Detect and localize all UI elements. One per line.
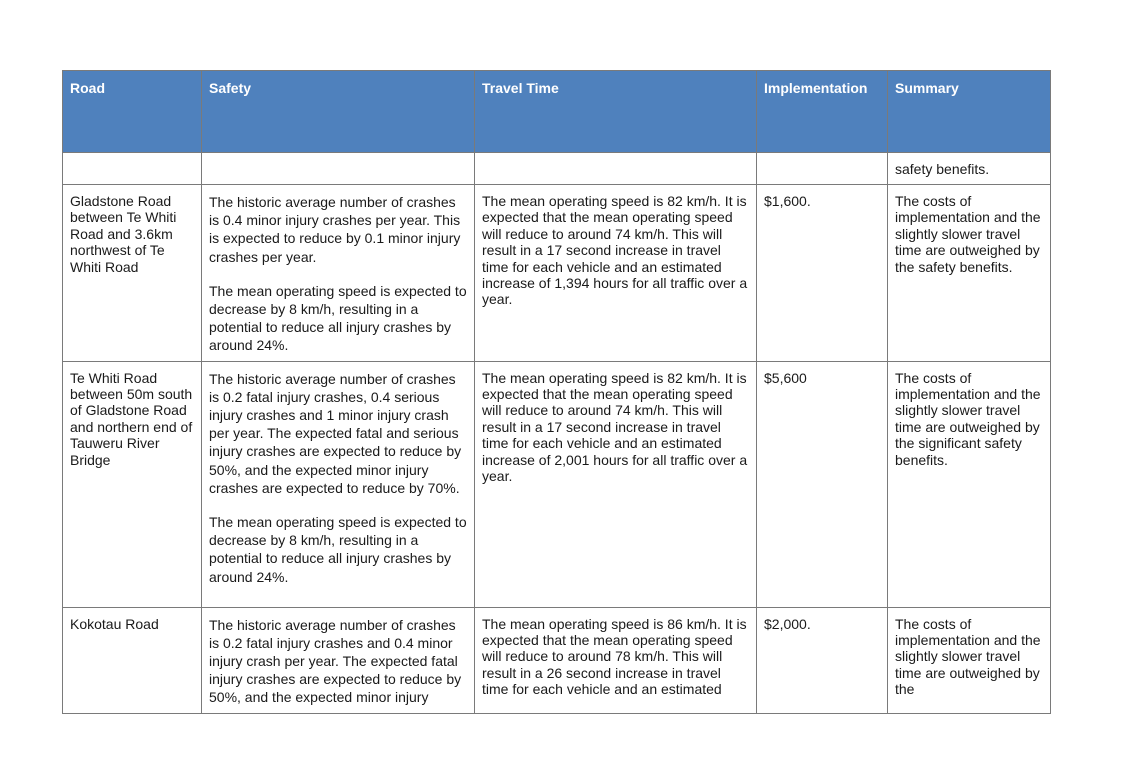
header-travel-time: Travel Time — [475, 71, 757, 153]
road-cell: Kokotau Road — [63, 607, 202, 713]
road-cell: Te Whiti Road between 50m south of Gladstone Road and northern end of Tauweru River Bridge — [63, 361, 202, 607]
safety-cell — [202, 185, 475, 362]
road-cell: Gladstone Road between Te Whiti Road and 3.6km northwest of Te Whiti Road — [63, 185, 202, 362]
safety-paragraph: The mean operating speed is expected to decrease by 8 km/h, resulting in a potential to reduce all injury crashes by around 24%. — [209, 514, 467, 585]
safety-cell — [202, 607, 475, 713]
header-summary: Summary — [888, 71, 1051, 153]
summary-cell: The costs of implementation and the slightly slower travel time are outweighed by the significant safety benefits. — [888, 361, 1051, 607]
table-row — [63, 607, 1051, 713]
implementation-cell: $1,600. — [757, 185, 888, 362]
travel-time-cell: The mean operating speed is 82 km/h. It is expected that the mean operating speed will reduce to around 74 km/h. This will result in a 17 second increase in travel time for each vehicle and an estimated increase of 2,001 hours for all traffic over a year. — [475, 361, 757, 607]
implementation-cell: $2,000. — [757, 607, 888, 713]
table-row — [63, 185, 1051, 362]
table-header-row — [63, 71, 1051, 153]
travel-time-cell: The mean operating speed is 86 km/h. It is expected that the mean operating speed will reduce to around 78 km/h. This will result in a 26 second increase in travel time for each vehicle and an estimated — [475, 607, 757, 713]
safety-paragraph: The historic average number of crashes is 0.4 minor injury crashes per year. This is expected to reduce by 0.1 minor injury crashes per year. — [209, 194, 461, 265]
summary-cell: The costs of implementation and the slightly slower travel time are outweighed by the — [888, 607, 1051, 713]
header-implementation: Implementation — [757, 71, 888, 153]
implementation-cell — [757, 153, 888, 185]
implementation-cell: $5,600 — [757, 361, 888, 607]
safety-cell — [202, 153, 475, 185]
travel-time-cell — [475, 153, 757, 185]
summary-cell: safety benefits. — [888, 153, 1051, 185]
safety-paragraph: The historic average number of crashes is 0.2 fatal injury crashes and 0.4 minor injury crash per year. The expected fatal injury crashes are expected to reduce by 50%, and the expected minor injury — [209, 616, 462, 706]
speed-review-table — [62, 70, 1051, 714]
summary-cell: The costs of implementation and the slightly slower travel time are outweighed by the safety benefits. — [888, 185, 1051, 362]
table-row — [63, 153, 1051, 185]
header-road: Road — [63, 71, 202, 153]
table-row — [63, 361, 1051, 607]
safety-paragraph: The mean operating speed is expected to decrease by 8 km/h, resulting in a potential to reduce all injury crashes by around 24%. — [209, 282, 467, 354]
safety-cell — [202, 361, 475, 607]
header-safety: Safety — [202, 71, 475, 153]
travel-time-cell: The mean operating speed is 82 km/h. It is expected that the mean operating speed will reduce to around 74 km/h. This will result in a 17 second increase in travel time for each vehicle and an estimated increase of 1,394 hours for all traffic over a year. — [475, 185, 757, 362]
safety-paragraph: The historic average number of crashes is 0.2 fatal injury crashes, 0.4 serious injury crashes and 1 minor injury crash per year. The expected fatal and serious injury crashes are expected to reduce by 50%, and the expected minor injury crashes are expected to reduce by 70%. — [209, 370, 462, 496]
road-cell — [63, 153, 202, 185]
